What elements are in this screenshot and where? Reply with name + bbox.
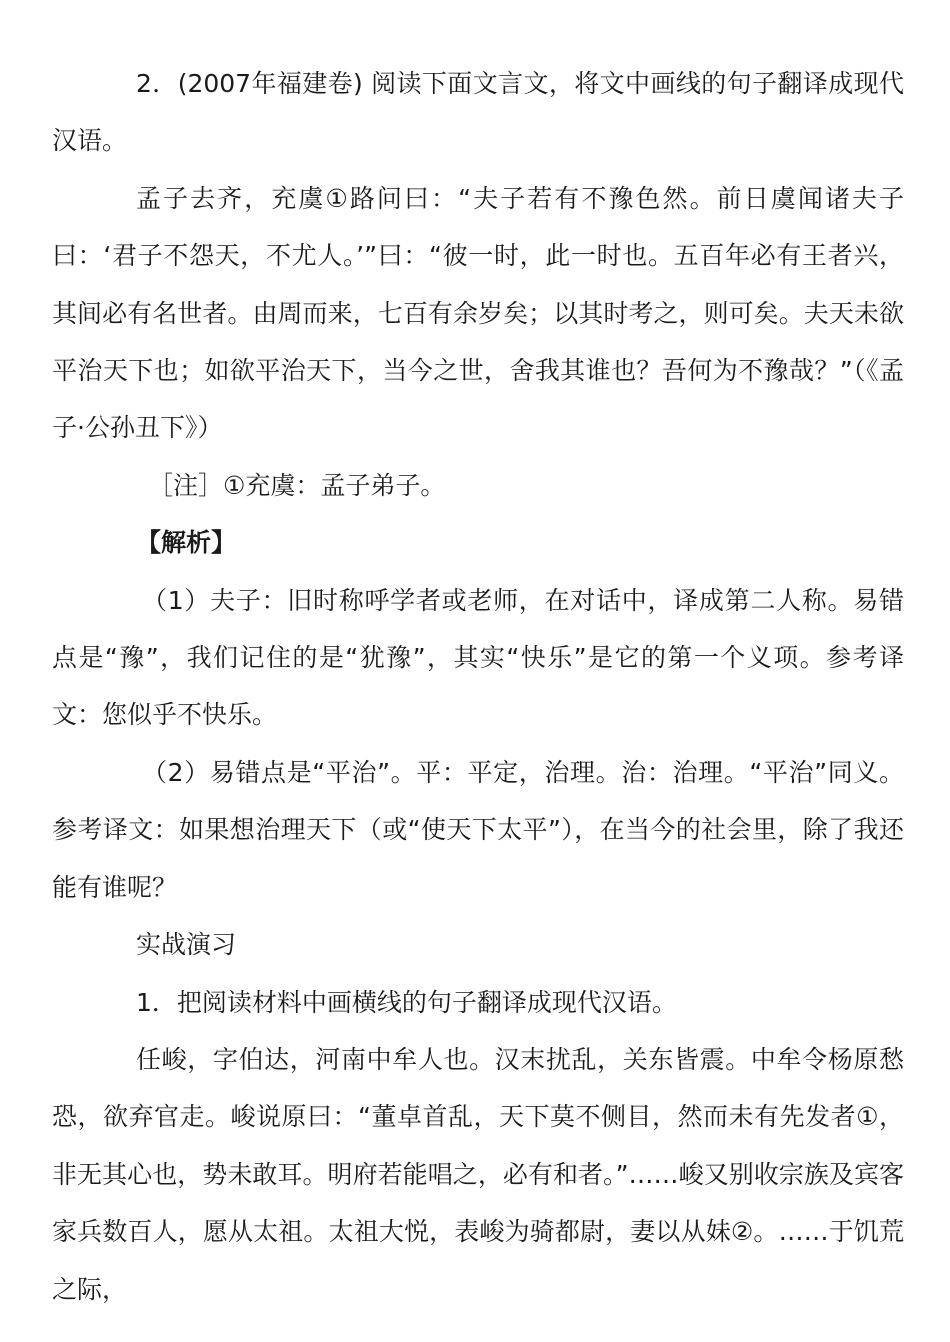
- analysis-point-1: （1）夫子：旧时称呼学者或老师，在对话中，译成第二人称。易错点是“豫”，我们记住的是“犹豫”，其实“快乐”是它的第一个义项。参考译文：您似乎不快乐。: [52, 585, 904, 730]
- practice-heading: 实战演习: [136, 930, 237, 960]
- analysis-heading: 【解析】: [136, 528, 237, 558]
- question-2-title: 2．(2007年福建卷) 阅读下面文言文，将文中画线的句子翻译成现代汉语。: [52, 69, 904, 156]
- practice-1-title: 1．把阅读材料中画横线的句子翻译成现代汉语。: [136, 987, 677, 1017]
- question-2-note: ［注］①充虞：孟子弟子。: [148, 470, 446, 500]
- practice-1-passage: 任峻，字伯达，河南中牟人也。汉末扰乱，关东皆震。中牟令杨原愁恐，欲弃官走。峻说原曰：“董卓首乱，天下莫不侧目，然而未有先发者①，非无其心也，势未敢耳。明府若能唱之，必有和者。”……峻又别收宗族及宾客家兵数百人，愿从太祖。太祖大悦，表峻为骑都尉，妻以从妹②。……于饥荒之际，: [52, 1044, 904, 1304]
- question-2-passage: 孟子去齐，充虞①路问曰：“夫子若有不豫色然。前日虞闻诸夫子曰：‘君子不怨天，不尤人。’”曰：“彼一时，此一时也。五百年必有王者兴，其间必有名世者。由周而来，七百有余岁矣；以其时考之，则可矣。夫天未欲平治天下也；如欲平治天下，当今之世，舍我其谁也？吾何为不豫哉？”（《孟子·公孙丑下》）: [52, 183, 904, 443]
- analysis-point-2: （2）易错点是“平治”。平：平定，治理。治：治理。“平治”同义。参考译文：如果想治理天下（或“使天下太平”），在当今的社会里，除了我还能有谁呢？: [52, 757, 904, 902]
- document-page: [52, 55, 904, 1318]
